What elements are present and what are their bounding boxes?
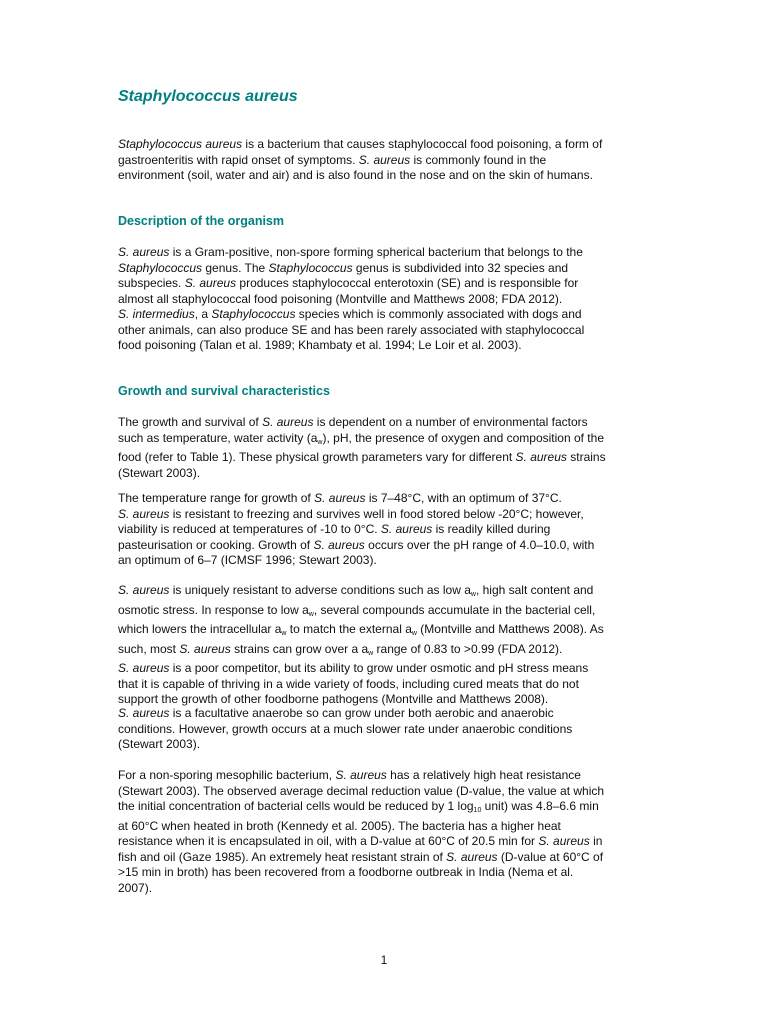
- section-heading-growth: Growth and survival characteristics: [118, 384, 330, 398]
- italic-text: S. aureus: [184, 276, 237, 290]
- text-run: is 7–48°C, with an optimum of 37°C.: [365, 491, 562, 505]
- text-line: [118, 834, 656, 850]
- text-run: to match the external a: [286, 622, 412, 636]
- text-line: [118, 338, 656, 354]
- subscript-text: w: [281, 630, 287, 637]
- text-run: almost all staphylococcal food poisoning (Montville and Matthews 2008; FDA 2012).: [118, 291, 563, 306]
- growth-paragraph-1: [118, 415, 656, 481]
- italic-text: Staphylococcus: [118, 260, 203, 275]
- text-line: [118, 706, 656, 722]
- growth-paragraph-5: [118, 768, 656, 896]
- text-run: , several compounds accumulate in the bacterial cell,: [313, 602, 596, 617]
- text-run: the initial concentration of bacterial cells would be reduced by 1 log: [118, 799, 474, 813]
- intro-paragraph: [118, 137, 656, 184]
- text-line: [118, 276, 656, 292]
- text-line: [118, 865, 656, 881]
- growth-paragraph-3: [118, 583, 656, 708]
- italic-text: S. aureus: [335, 768, 387, 782]
- text-line: [118, 507, 656, 523]
- text-run: (Stewart 2003).: [118, 737, 201, 751]
- text-line: [118, 603, 656, 623]
- subscript-text: w: [411, 630, 417, 637]
- text-line: [118, 261, 656, 277]
- italic-text: S. aureus: [538, 834, 590, 848]
- subscript-text: 10: [473, 807, 482, 814]
- text-run: range of 0.83 to >0.99 (FDA 2012).: [373, 641, 563, 656]
- text-run: that it is capable of thriving in a wide variety of foods, including cured meats that do not: [118, 676, 579, 691]
- italic-text: Staphylococcus: [268, 260, 353, 275]
- text-run: is readily killed during: [432, 522, 551, 536]
- text-line: [118, 522, 656, 538]
- subscript-text: w: [470, 591, 476, 598]
- text-run: is commonly found in the: [410, 152, 547, 167]
- text-line: [118, 553, 656, 569]
- text-run: (D-value at 60°C of: [497, 849, 604, 864]
- text-run: unit) was 4.8–6.6 min: [481, 799, 599, 813]
- text-run: produces staphylococcal enterotoxin (SE) and is responsible for: [236, 276, 579, 290]
- italic-text: S. aureus: [262, 415, 314, 429]
- italic-text: S. aureus: [118, 506, 170, 521]
- text-run: which lowers the intracellular a: [118, 622, 282, 636]
- text-run: at 60°C when heated in broth (Kennedy et al. 2005). The bacteria has a higher heat: [118, 818, 561, 833]
- text-line: [118, 799, 656, 819]
- text-run: gastroenteritis with rapid onset of symptoms.: [118, 152, 359, 167]
- text-run: such, most: [118, 641, 180, 656]
- text-run: osmotic stress. In response to low a: [118, 602, 309, 617]
- text-run: The growth and survival of: [118, 415, 263, 429]
- text-run: , high salt content and: [475, 583, 594, 597]
- italic-text: S. aureus: [313, 537, 365, 552]
- text-run: is a bacterium that causes staphylococcal food poisoning, a form of: [242, 137, 603, 151]
- text-run: strains can grow over a a: [230, 641, 369, 656]
- text-run: in: [589, 834, 603, 848]
- page-title: Staphylococcus aureus: [118, 88, 298, 105]
- subscript-text: w: [317, 438, 323, 446]
- text-run: support the growth of other foodborne pathogens (Montville and Matthews 2008).: [118, 692, 549, 706]
- section-heading-description: Description of the organism: [118, 214, 284, 228]
- text-line: [118, 450, 656, 466]
- text-run: fish and oil (Gaze 1985). An extremely heat resistant strain of: [118, 849, 447, 864]
- text-run: has a relatively high heat resistance: [386, 768, 581, 782]
- text-line: [118, 307, 656, 323]
- text-line: [118, 642, 656, 662]
- text-run: other animals, can also produce SE and has been rarely associated with staphylococcal: [118, 322, 585, 337]
- subscript-text: w: [308, 610, 314, 618]
- italic-text: S. intermedius: [118, 307, 195, 321]
- text-line: [118, 622, 656, 642]
- text-run: conditions. However, growth occurs at a much slower rate under anaerobic conditions: [118, 721, 573, 736]
- text-run: 2007).: [118, 880, 153, 895]
- text-run: food poisoning (Talan et al. 1989; Khambaty et al. 1994; Le Loir et al. 2003).: [118, 338, 522, 352]
- text-run: genus is subdivided into 32 species and: [352, 260, 569, 275]
- italic-text: S. aureus: [314, 491, 366, 505]
- italic-text: S. aureus: [179, 641, 231, 656]
- text-run: For a non-sporing mesophilic bacterium,: [118, 768, 336, 782]
- text-run: ), pH, the presence of oxygen and composition of the: [322, 430, 604, 445]
- text-line: [118, 850, 656, 866]
- text-run: viability is reduced at temperatures of -10 to 0°C.: [118, 522, 381, 536]
- text-line: [118, 737, 656, 753]
- text-run: such as temperature, water activity (a: [118, 430, 318, 445]
- text-line: [118, 415, 656, 431]
- text-line: [118, 583, 656, 603]
- growth-paragraph-2: [118, 491, 656, 569]
- italic-text: S. aureus: [358, 152, 411, 167]
- text-line: [118, 819, 656, 835]
- text-run: an optimum of 6–7 (ICMSF 1996; Stewart 2003).: [118, 553, 377, 567]
- italic-text: S. aureus: [118, 706, 170, 720]
- text-run: food (refer to Table 1). These physical growth parameters vary for different: [118, 450, 516, 464]
- text-line: [118, 137, 656, 153]
- text-run: is a facultative anaerobe so can grow under both aerobic and anaerobic: [169, 706, 554, 720]
- text-run: is a poor competitor, but its ability to grow under osmotic and pH stress means: [169, 661, 589, 675]
- text-line: [118, 661, 656, 677]
- italic-text: S. aureus: [118, 245, 170, 259]
- text-run: environment (soil, water and air) and is also found in the nose and on the skin of humans.: [118, 168, 593, 182]
- text-line: [118, 784, 656, 800]
- text-line: [118, 722, 656, 738]
- text-run: strains: [566, 450, 606, 464]
- text-line: [118, 168, 656, 184]
- text-line: [118, 768, 656, 784]
- italic-text: S. aureus: [380, 522, 433, 536]
- text-run: >15 min in broth) has been recovered from a foodborne outbreak in India (Nema et al.: [118, 865, 574, 879]
- text-run: (Stewart 2003). The observed average decimal reduction value (D-value, the value at which: [118, 783, 605, 798]
- text-run: (Stewart 2003).: [118, 465, 201, 480]
- text-run: species which is commonly associated with dogs and: [295, 307, 582, 321]
- text-line: [118, 245, 656, 261]
- italic-text: Staphylococcus aureus: [118, 137, 243, 151]
- italic-text: S. aureus: [515, 450, 567, 464]
- text-run: pasteurisation or cooking. Growth of: [118, 537, 314, 552]
- text-run: , a: [194, 307, 212, 321]
- italic-text: Staphylococcus: [211, 307, 296, 321]
- text-run: is uniquely resistant to adverse conditions such as low a: [169, 583, 471, 597]
- text-line: [118, 292, 656, 308]
- text-line: [118, 466, 656, 482]
- text-line: [118, 677, 656, 693]
- text-line: [118, 538, 656, 554]
- text-line: [118, 881, 656, 897]
- text-run: is dependent on a number of environmental factors: [313, 415, 588, 429]
- text-line: [118, 323, 656, 339]
- description-paragraph: [118, 245, 656, 354]
- italic-text: S. aureus: [118, 583, 170, 597]
- text-run: is resistant to freezing and survives well in food stored below -20°C; however,: [169, 506, 584, 521]
- text-run: resistance when it is encapsulated in oil, with a D-value at 60°C of 20.5 min for: [118, 834, 539, 848]
- growth-paragraph-4: [118, 706, 656, 753]
- text-line: [118, 491, 656, 507]
- page-number: 1: [380, 953, 388, 967]
- subscript-text: w: [368, 649, 374, 657]
- italic-text: S. aureus: [446, 849, 498, 864]
- text-run: genus. The: [202, 260, 269, 275]
- text-run: is a Gram-positive, non-spore forming spherical bacterium that belongs to the: [169, 245, 583, 259]
- text-run: subspecies.: [118, 276, 185, 290]
- text-run: occurs over the pH range of 4.0–10.0, with: [364, 537, 595, 552]
- text-line: [118, 431, 656, 451]
- text-run: (Montville and Matthews 2008). As: [416, 622, 604, 636]
- text-run: The temperature range for growth of: [118, 491, 315, 505]
- text-line: [118, 153, 656, 169]
- italic-text: S. aureus: [118, 661, 170, 675]
